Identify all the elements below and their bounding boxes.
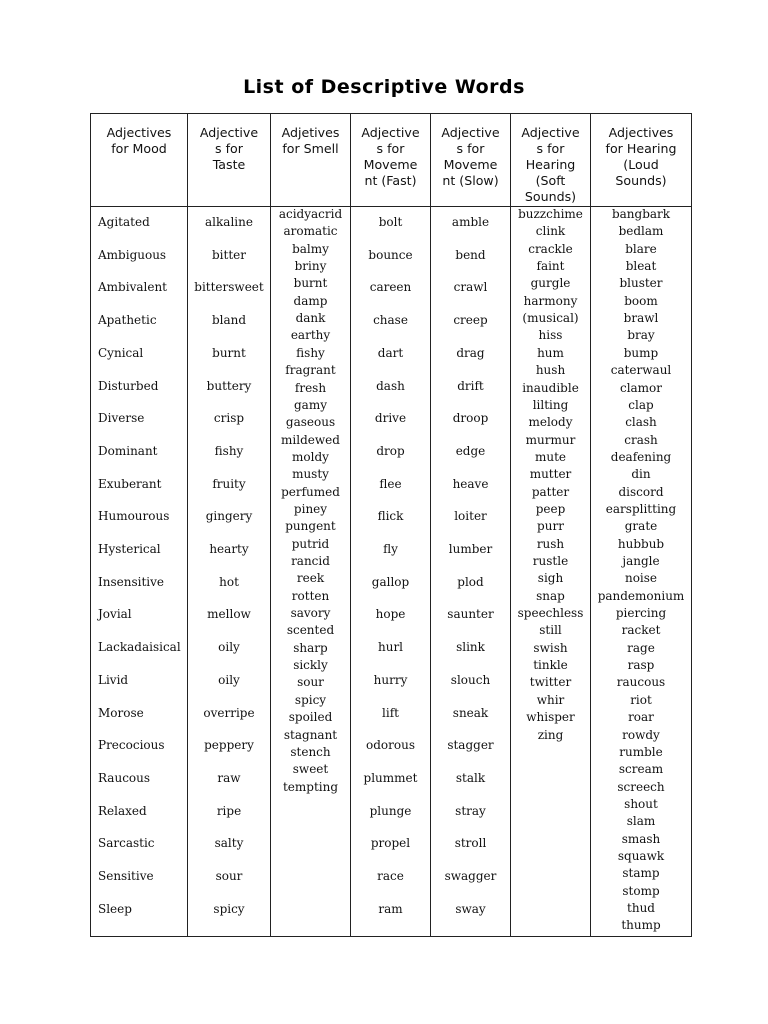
list-item: pandemonium [597, 588, 685, 603]
list-item: drift [457, 378, 484, 393]
list-item: fishy [214, 443, 244, 458]
list-item: Humourous [98, 509, 170, 524]
list-item: ripe [216, 803, 242, 818]
list-item: briny [294, 259, 327, 274]
list-item: savory [290, 606, 331, 621]
list-item: loiter [454, 509, 487, 524]
list-item: racket [621, 623, 661, 638]
list-item: slouch [450, 672, 491, 687]
list-item: bend [455, 247, 486, 262]
list-item: scented [286, 623, 335, 638]
list-item: Agitated [98, 215, 150, 229]
column-header: Adjective s for Taste [199, 125, 259, 172]
list-item: blare [625, 241, 657, 256]
list-item: deafening [610, 449, 672, 464]
page-title: List of Descriptive Words [243, 76, 525, 98]
list-item: hubbub [617, 536, 665, 551]
list-item: rush [536, 536, 565, 551]
list-item: rage [627, 640, 655, 655]
list-item: twitter [529, 675, 572, 690]
list-item: hope [375, 607, 406, 622]
list-item: bangbark [611, 207, 671, 221]
list-item: hurl [377, 640, 404, 655]
list-item: Ambiguous [98, 247, 167, 262]
column-mood [91, 114, 188, 936]
list-item: sigh [537, 571, 564, 586]
list-item: bittersweet [194, 280, 264, 295]
word-table [90, 113, 692, 937]
list-item: stroll [454, 836, 487, 851]
list-item: chase [373, 313, 408, 328]
list-item: murmur [525, 432, 576, 447]
list-item: sickly [293, 658, 328, 673]
list-item: mutter [529, 467, 572, 482]
list-item: Relaxed [98, 803, 147, 818]
list-item: earsplitting [605, 501, 677, 516]
list-item: tempting [282, 779, 339, 794]
list-item: grate [624, 519, 658, 534]
list-item: shout [624, 796, 658, 811]
list-item: drive [374, 411, 407, 426]
list-item: aromatic [283, 224, 338, 239]
list-item: slam [626, 814, 656, 829]
list-item: Insensitive [98, 574, 164, 589]
list-item: fragrant [285, 363, 336, 378]
list-item: melody [528, 415, 573, 430]
list-item: rumble [619, 744, 663, 759]
list-item: mellow [207, 607, 251, 622]
list-item: plod [457, 574, 484, 589]
list-item: purr [537, 519, 564, 534]
list-item: hearty [209, 542, 249, 556]
column-smell [271, 114, 351, 936]
list-item: edge [455, 443, 486, 458]
list-item: bland [211, 313, 247, 328]
list-item: swish [533, 640, 568, 655]
list-item: spicy [213, 901, 245, 916]
list-item: piney [293, 501, 328, 516]
list-item: Diverse [98, 411, 145, 426]
list-item: sway [455, 901, 486, 916]
list-item: Apathetic [98, 313, 157, 328]
list-item: bleat [625, 259, 657, 274]
list-item: thump [621, 918, 661, 933]
list-item: lumber [448, 542, 493, 556]
column-header: Adjectives for Hearing (Loud Sounds) [605, 125, 677, 188]
list-item: dank [295, 311, 326, 326]
list-item: Dominant [98, 443, 158, 458]
list-item: peppery [204, 738, 254, 753]
list-item: Cynical [98, 345, 144, 360]
list-item: crackle [528, 241, 573, 256]
list-item: oily [218, 640, 240, 655]
list-item: flee [379, 476, 402, 491]
list-item: Morose [98, 705, 144, 720]
list-item: fly [383, 542, 398, 556]
list-item: tinkle [533, 658, 568, 673]
list-item: still [539, 623, 562, 638]
list-item: clink [535, 224, 566, 239]
list-item: screech [617, 779, 665, 794]
list-item: Sensitive [98, 869, 154, 883]
list-item: whisper [526, 710, 575, 725]
list-item: (musical) [522, 311, 579, 326]
list-item: riot [630, 692, 652, 707]
list-item: crisp [213, 411, 245, 426]
column-header: Adjectives for Mood [106, 125, 172, 156]
list-item: stench [290, 744, 331, 759]
list-item: zing [537, 727, 564, 742]
column-taste [188, 114, 271, 936]
list-item: pungent [285, 519, 336, 534]
list-item: hiss [538, 328, 563, 343]
list-item: roar [628, 710, 654, 725]
list-item: sharp [293, 640, 328, 655]
list-item: Jovial [98, 607, 132, 622]
list-item: bounce [368, 247, 413, 262]
list-item: inaudible [522, 380, 579, 395]
list-item: smash [621, 831, 661, 846]
list-item: swagger [444, 869, 497, 883]
list-item: Precocious [98, 738, 165, 753]
list-item: earthy [290, 328, 331, 343]
list-item: plummet [363, 770, 418, 785]
list-item: patter [531, 484, 570, 499]
list-item: noise [624, 571, 658, 586]
list-item: rustle [532, 554, 569, 568]
list-item: stamp [622, 866, 660, 881]
list-item: faint [536, 259, 565, 274]
list-item: din [631, 467, 651, 482]
list-item: mute [534, 449, 567, 464]
column-header: Adjetives for Smell [281, 125, 340, 156]
list-item: putrid [291, 536, 330, 551]
list-item: stalk [455, 770, 486, 785]
list-item: drop [376, 443, 405, 458]
column-header: Adjective s for Moveme nt (Slow) [441, 125, 500, 188]
list-item: race [377, 869, 404, 883]
list-item: bump [623, 345, 659, 360]
list-item: clap [628, 397, 654, 412]
list-item: harmony [523, 293, 578, 308]
list-item: rasp [627, 658, 655, 673]
list-item: piercing [615, 606, 667, 621]
list-item: bitter [211, 247, 246, 262]
list-item: discord [618, 484, 664, 499]
list-item: Lackadaisical [98, 640, 181, 655]
list-item: mildewed [281, 432, 340, 447]
list-item: heave [452, 476, 489, 491]
list-item: saunter [447, 607, 494, 622]
list-item: dart [377, 345, 404, 360]
list-item: spicy [294, 692, 327, 707]
list-item: raucous [616, 675, 666, 690]
list-item: clamor [619, 380, 663, 395]
list-item: alkaline [205, 215, 253, 229]
column-movement-fast [351, 114, 431, 936]
list-item: scream [618, 762, 664, 777]
list-item: odorous [366, 738, 415, 753]
list-item: crawl [453, 280, 488, 295]
list-item: gaseous [285, 415, 336, 430]
list-item: Sarcastic [98, 836, 155, 851]
list-item: hush [535, 363, 566, 378]
list-item: bluster [619, 276, 663, 291]
list-item: sweet [292, 762, 329, 777]
list-item: crash [624, 432, 658, 447]
list-item: Sleep [98, 901, 132, 916]
list-item: sour [215, 869, 243, 883]
list-item: spoiled [288, 710, 333, 725]
list-item: brawl [623, 311, 659, 326]
list-item: acidyacrid [278, 207, 343, 221]
list-item: drag [456, 345, 485, 360]
list-item: rancid [291, 554, 330, 568]
list-item: jangle [622, 554, 660, 568]
list-item: fruity [212, 476, 246, 491]
list-item: peep [535, 501, 566, 516]
list-item: slink [456, 640, 485, 655]
list-item: musty [292, 467, 329, 482]
list-item: burnt [212, 345, 246, 360]
list-item: Hysterical [98, 542, 161, 556]
list-item: Disturbed [98, 378, 159, 393]
list-item: droop [452, 411, 489, 426]
column-header: Adjective s for Hearing (Soft Sounds) [521, 125, 580, 204]
list-item: stray [455, 803, 486, 818]
list-item: squawk [617, 848, 665, 863]
list-item: perfumed [281, 484, 340, 499]
list-item: stagger [447, 738, 494, 753]
list-item: buttery [206, 378, 252, 393]
list-item: whir [536, 692, 565, 707]
list-item: stomp [622, 883, 660, 898]
list-item: careen [369, 280, 412, 295]
list-item: ram [378, 901, 403, 916]
list-item: bolt [378, 215, 403, 229]
list-item: amble [451, 215, 490, 229]
list-item: raw [217, 770, 241, 785]
list-item: caterwaul [610, 363, 672, 378]
list-item: fishy [296, 345, 325, 360]
list-item: Exuberant [98, 476, 162, 491]
list-item: rotten [291, 588, 330, 603]
list-item: creep [453, 313, 488, 328]
list-item: buzzchime [518, 207, 583, 221]
list-item: lilting [532, 397, 569, 412]
list-item: lift [382, 705, 399, 720]
list-item: Raucous [98, 770, 151, 785]
list-item: salty [214, 836, 244, 851]
list-item: hot [219, 574, 239, 589]
list-item: propel [370, 836, 411, 851]
list-item: burnt [293, 276, 328, 291]
column-hearing-soft [511, 114, 591, 936]
list-item: hum [537, 345, 564, 360]
list-item: sour [297, 675, 324, 690]
list-item: bedlam [618, 224, 664, 239]
list-item: gingery [205, 509, 253, 524]
list-item: reek [296, 571, 325, 586]
list-item: plunge [369, 803, 412, 818]
list-item: gamy [294, 397, 327, 412]
list-item: speechless [517, 606, 584, 621]
column-hearing-loud [591, 114, 691, 936]
list-item: moldy [292, 449, 329, 464]
column-movement-slow [431, 114, 511, 936]
list-item: rowdy [622, 727, 660, 742]
list-item: stagnant [283, 727, 338, 742]
list-item: fresh [294, 380, 327, 395]
list-item: oily [218, 672, 240, 687]
list-item: thud [627, 901, 655, 915]
list-item: dash [376, 378, 405, 393]
list-item: boom [624, 293, 658, 308]
list-item: bray [627, 328, 655, 343]
column-header: Adjective s for Moveme nt (Fast) [361, 125, 420, 188]
list-item: overripe [203, 705, 255, 720]
list-item: clash [625, 415, 657, 430]
list-item: damp [293, 293, 328, 308]
list-item: Livid [98, 672, 129, 687]
list-item: snap [536, 588, 565, 603]
list-item: hurry [373, 672, 408, 687]
list-item: sneak [452, 705, 489, 720]
list-item: flick [377, 509, 404, 524]
list-item: gallop [371, 574, 410, 589]
list-item: balmy [292, 241, 329, 256]
list-item: Ambivalent [98, 280, 167, 295]
list-item: gurgle [530, 276, 571, 291]
